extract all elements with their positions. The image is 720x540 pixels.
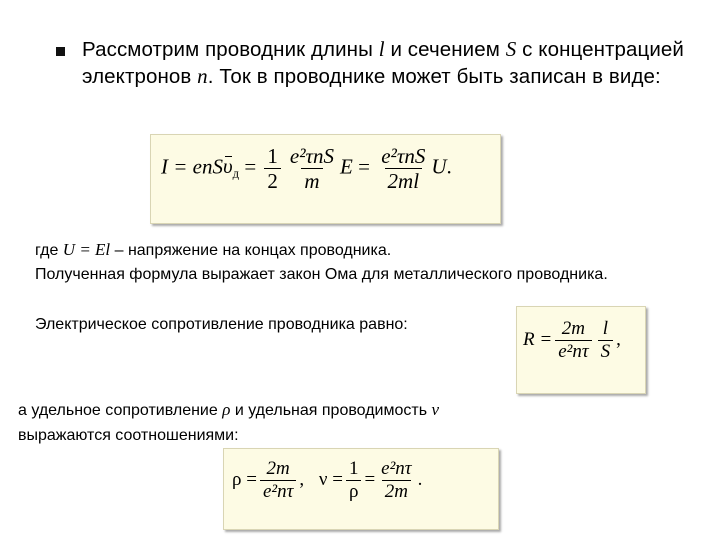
- formula-current: [161, 145, 452, 192]
- formula-nu-lhs: ν =: [318, 468, 343, 490]
- formula-resistance-box: [516, 306, 646, 394]
- text-resistance-content: Электрическое сопротивление проводника равно:: [35, 316, 408, 333]
- formula-resistance-end: ,: [616, 328, 621, 350]
- fraction-numerator: 1: [348, 458, 359, 479]
- fraction-numerator: 1: [267, 144, 278, 168]
- formula-specific-end: .: [417, 468, 423, 490]
- fraction-2m-over-e2nt-rho: [260, 459, 296, 502]
- formula-resistance-lhs: R =: [523, 328, 553, 350]
- fraction-denominator: 2ml: [385, 168, 423, 192]
- fraction-numerator: l: [602, 318, 609, 339]
- fraction-e2nt-over-2m: [378, 459, 414, 502]
- intro-text-3: с концентрацией электронов: [82, 38, 684, 88]
- text-where-suffix: – напряжение на концах проводника.: [110, 242, 392, 259]
- fraction-denominator: e²nτ: [555, 340, 591, 362]
- fraction-one-half: [264, 145, 281, 192]
- formula-current-eq-1: =: [244, 154, 257, 179]
- text-specific-part-2: и удельная проводимость: [230, 402, 432, 419]
- formula-resistance: [523, 319, 621, 362]
- electric-field-symbol: E: [340, 154, 353, 179]
- fraction-denominator: m: [301, 168, 322, 192]
- formula-specific-box: [223, 448, 499, 530]
- intro-var-length: l: [378, 37, 385, 61]
- fraction-numerator: 2m: [266, 458, 290, 479]
- intro-text-1: Рассмотрим проводник длины: [82, 38, 379, 61]
- text-ohm-law: [35, 262, 655, 287]
- text-specific-part-3: выражаются соотношениями:: [18, 427, 239, 444]
- fraction-e2tnS-over-2ml: [378, 145, 428, 192]
- intro-var-section: S: [505, 37, 517, 61]
- fraction-1-over-rho: [346, 459, 362, 502]
- rho-symbol: ρ: [222, 400, 231, 419]
- fraction-denominator: e²nτ: [260, 480, 296, 502]
- drift-velocity: [223, 155, 233, 177]
- fraction-2m-over-e2nt: [555, 319, 591, 362]
- text-ohm-content: Полученная формула выражает закон Ома для металлического проводника.: [35, 266, 608, 283]
- fraction-denominator: ρ: [346, 480, 361, 502]
- fraction-denominator: 2m: [382, 480, 411, 502]
- formula-rho-lhs: ρ =: [232, 468, 257, 490]
- fraction-numerator: e²τnS: [381, 144, 426, 168]
- fraction-denominator: S: [598, 340, 614, 362]
- text-specific: [18, 397, 458, 448]
- formula-current-end: .: [446, 154, 452, 179]
- fraction-numerator: e²nτ: [381, 458, 412, 479]
- text-where-prefix: где: [35, 242, 63, 259]
- formula-current-lhs: I = enS: [161, 154, 223, 179]
- nu-symbol: ν: [431, 400, 440, 419]
- formula-specific-eq: =: [364, 468, 376, 490]
- voltage-definition: U = El: [62, 240, 111, 259]
- formula-current-eq-2: =: [358, 154, 370, 179]
- intro-paragraph: [82, 36, 702, 90]
- drift-velocity-symbol: υ: [223, 154, 233, 179]
- fraction-numerator: 2m: [561, 318, 586, 339]
- intro-text-2: и сечением: [384, 38, 506, 61]
- drift-velocity-subscript: д: [232, 166, 240, 181]
- text-where: [35, 237, 675, 263]
- formula-current-box: [150, 134, 501, 224]
- text-specific-part-1: а удельное сопротивление: [18, 402, 223, 419]
- intro-var-concentration: n: [197, 64, 208, 88]
- formula-specific: [232, 459, 422, 502]
- fraction-denominator: 2: [264, 168, 281, 192]
- intro-text-4: . Ток в проводнике может быть записан в виде:: [207, 65, 661, 88]
- fraction-l-over-S: [598, 319, 614, 362]
- voltage-symbol: U: [431, 154, 447, 179]
- bullet-square: [56, 47, 65, 56]
- fraction-e2tnS-over-m: [287, 145, 337, 192]
- formula-separator: ,: [299, 468, 305, 490]
- fraction-numerator: e²τnS: [289, 144, 335, 168]
